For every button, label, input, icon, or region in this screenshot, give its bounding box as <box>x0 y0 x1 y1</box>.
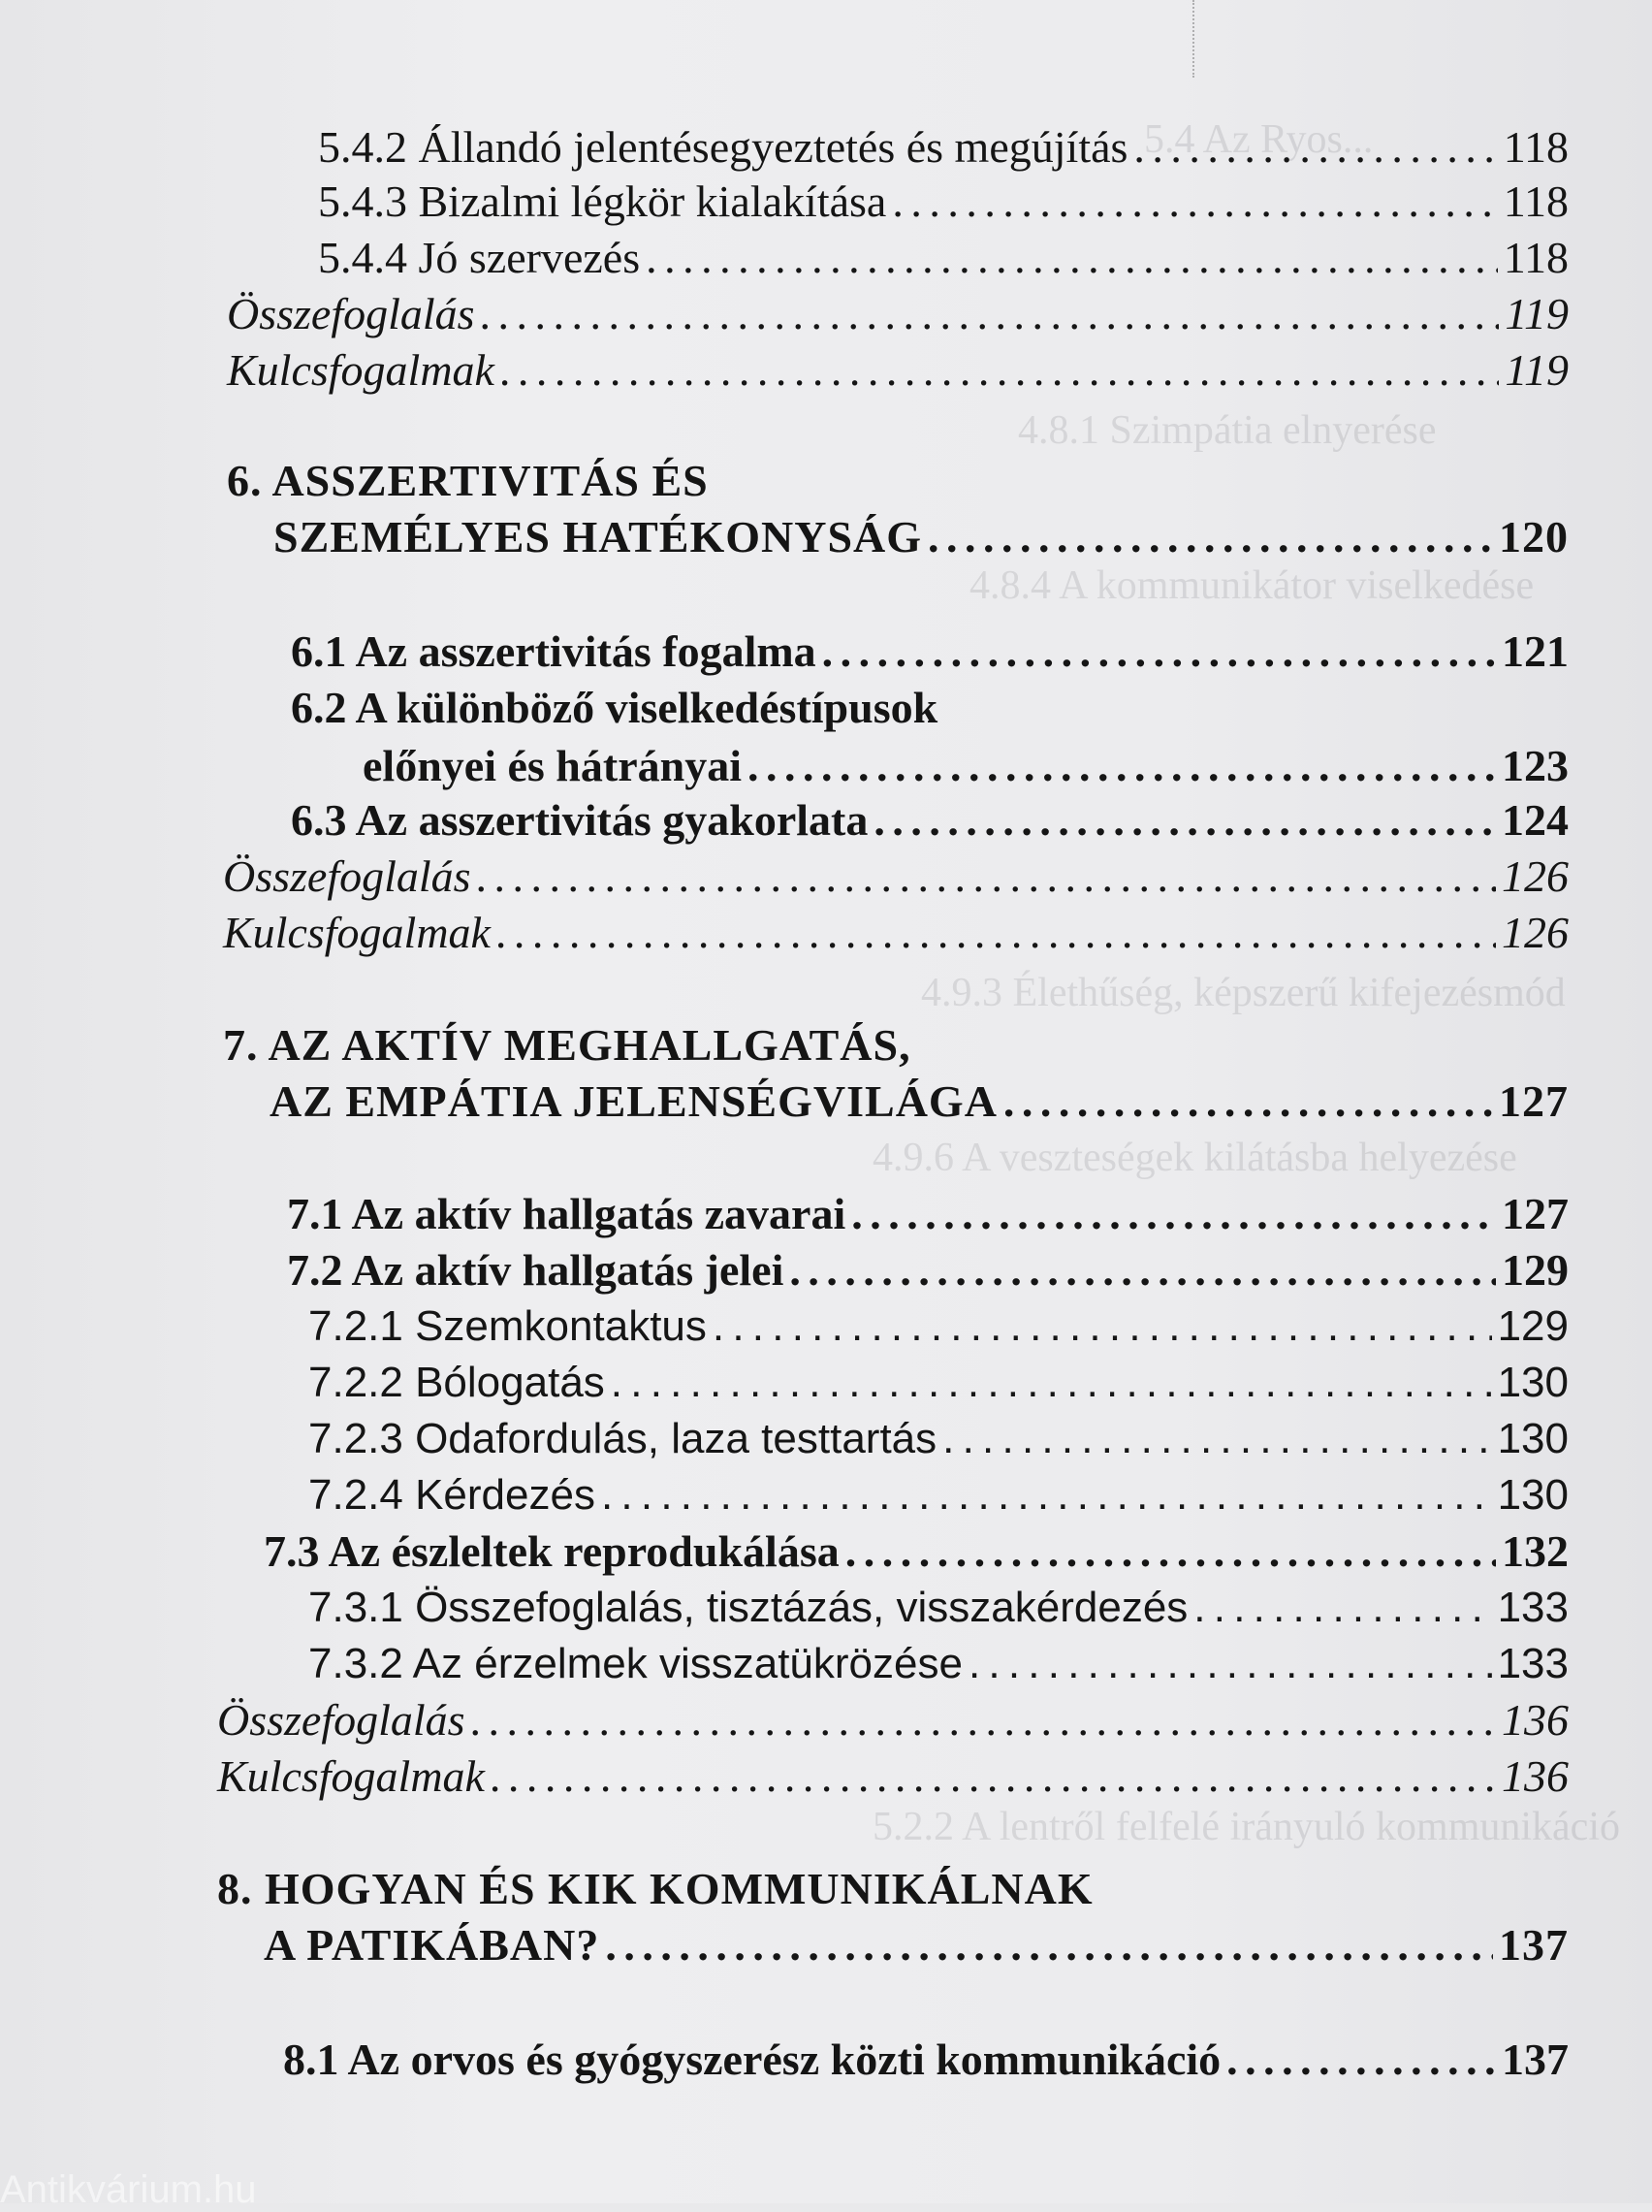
toc-entry-page: 127 <box>1499 1076 1569 1126</box>
toc-entry-page: 119 <box>1505 289 1569 338</box>
watermark: Antikvárium.hu <box>0 2168 257 2211</box>
toc-entry-page: 130 <box>1497 1415 1569 1462</box>
toc-entry-title: 6.3 Az asszertivitás gyakorlata <box>291 795 869 845</box>
toc-entry[interactable] <box>287 1243 1569 1298</box>
toc-entry-title: Kulcsfogalmak <box>227 345 494 395</box>
toc-entry[interactable] <box>287 1187 1569 1241</box>
dot-leader <box>928 510 1493 564</box>
toc-entry-title: 7.3.1 Összefoglalás, tisztázás, visszakérdezés <box>308 1584 1189 1631</box>
toc-entry-summary[interactable] <box>223 850 1569 904</box>
toc-entry-title: 7.3.2 Az érzelmek visszatükrözése <box>308 1640 963 1687</box>
toc-entry-page: 118 <box>1503 122 1569 172</box>
dot-leader <box>500 343 1499 398</box>
toc-entry[interactable] <box>264 1524 1569 1579</box>
toc-entry-page: 136 <box>1502 1695 1569 1745</box>
toc-entry-page: 137 <box>1499 1920 1569 1970</box>
toc-entry-summary[interactable] <box>217 1693 1569 1747</box>
dot-leader <box>969 1637 1492 1691</box>
toc-entry-page: 126 <box>1502 851 1569 901</box>
toc-entry-summary[interactable] <box>227 287 1569 341</box>
toc-entry-title: 7.2.4 Kérdezés <box>308 1471 595 1519</box>
toc-entry-title: 7.2.3 Odafordulás, laza testtartás <box>308 1415 937 1462</box>
dot-leader <box>646 231 1498 285</box>
toc-entry-title: 5.4.4 Jó szervezés <box>318 233 641 282</box>
dot-leader <box>1003 1074 1493 1129</box>
toc-entry-title: 8.1 Az orvos és gyógyszerész közti kommunikáció <box>283 2035 1222 2084</box>
dot-leader <box>942 1412 1491 1466</box>
dot-leader <box>851 1187 1496 1241</box>
toc-entry[interactable] <box>308 1468 1569 1523</box>
toc-entry-chapter[interactable] <box>264 1918 1569 1972</box>
toc-entry-title: 5.4.2 Állandó jelentésegyeztetés és megújítás <box>318 122 1128 172</box>
toc-entry-title: 5.4.3 Bizalmi légkör kialakítása <box>318 176 887 226</box>
dot-leader <box>892 175 1497 229</box>
toc-entry-keywords[interactable] <box>227 343 1569 398</box>
toc-entry-page: 130 <box>1497 1359 1569 1406</box>
dot-leader <box>713 1299 1492 1354</box>
dot-leader <box>822 625 1496 679</box>
dot-leader <box>481 287 1500 341</box>
dot-leader <box>605 1918 1493 1972</box>
toc-entry-page: 123 <box>1502 741 1569 790</box>
toc-entry-title: Összefoglalás <box>217 1695 465 1745</box>
dot-leader <box>1193 1581 1491 1635</box>
toc-entry[interactable] <box>308 1637 1569 1691</box>
toc-entry[interactable] <box>318 120 1569 175</box>
chapter-heading: 8. HOGYAN ÉS KIK KOMMUNIKÁLNAK <box>217 1864 1094 1913</box>
dot-leader <box>874 793 1496 848</box>
toc-entry[interactable] <box>308 1299 1569 1354</box>
dot-leader <box>491 1749 1496 1804</box>
dot-leader <box>845 1524 1496 1579</box>
dot-leader <box>477 850 1496 904</box>
toc-entry[interactable] <box>291 793 1569 848</box>
dot-leader <box>496 906 1496 960</box>
toc-entry-page: 130 <box>1497 1471 1569 1519</box>
toc-entry-title: 7.2.1 Szemkontaktus <box>308 1302 707 1350</box>
toc-entry-title: Kulcsfogalmak <box>223 908 491 957</box>
toc-entry-title: 7.1 Az aktív hallgatás zavarai <box>287 1189 846 1238</box>
toc-entry-page: 120 <box>1499 512 1569 561</box>
page-fold-mark <box>1192 0 1196 78</box>
chapter-heading: 7. AZ AKTÍV MEGHALLGATÁS, <box>223 1020 911 1070</box>
dot-leader <box>1226 2033 1496 2087</box>
toc-entry-page: 121 <box>1502 626 1569 676</box>
toc-entry-title: 6.1 Az asszertivitás fogalma <box>291 626 816 676</box>
toc-entry[interactable] <box>308 1356 1569 1410</box>
toc-entry-page: 137 <box>1502 2035 1569 2084</box>
toc-entry-page: 124 <box>1502 795 1569 845</box>
toc-entry[interactable] <box>363 739 1569 793</box>
toc-entry-title: 7.3 Az észleltek reprodukálása <box>264 1526 840 1576</box>
toc-entry[interactable] <box>291 625 1569 679</box>
toc-entry-title: SZEMÉLYES HATÉKONYSÁG <box>273 512 923 561</box>
toc-entry[interactable] <box>318 231 1569 285</box>
toc-entry-page: 126 <box>1502 908 1569 957</box>
toc-entry-title: 7.2.2 Bólogatás <box>308 1359 605 1406</box>
toc-entry-page: 133 <box>1497 1640 1569 1687</box>
toc-entry[interactable] <box>308 1581 1569 1635</box>
toc-entry-page: 129 <box>1502 1245 1569 1295</box>
book-page: 5.4 Az Ryos... 4.8.1 Szimpátia elnyerése 4.8.4 A kommunikátor viselkedése 4.9.3 Élethűség, képszerű kifejezésmód 4.9.6 A veszteségek kilátásba helyezése 5.2.2 A lentről felfelé irányuló kommunikáció 5.4.2 Állandó jelentésegyeztetés és megújítás . . . 118 5.4.3 Bizalmi légkör kialakítása . . . 118 5.4.4 Jó szervezés . . . 118 Összefoglalás . . . 119 Kulcsfogalmak . . . 119 6. ASSZERTIVITÁS ÉS SZEMÉLYES HATÉKONYSÁG . . . 120 6.1 Az asszertivitás fogalma . . . 121 6.2 A különböző viselkedéstípusok előnyei és hátrányai . . . 123 6.3 Az asszertivitás gyakorlata . . . 124 Összefoglalás . . . 126 Kulcsfogalmak . . . 126 7. AZ AKTÍV MEGHALLGATÁS, AZ EMPÁTIA JELENSÉGVILÁGA . . . 127 7.1 Az aktív hallgatás zavarai . . . 127 7.2 Az aktív hallgatás jelei . . . 129 7.2.1 Szemkontaktus . . . 129 7.2.2 Bólogatás . . . 130 7.2.3 Odafordulás, laza testtartás . . . 130 7.2.4 Kérdezés . . . 130 7.3 Az észleltek reprodukálása . . . 132 7.3.1 Összefoglalás, tisztázás, visszakérdezés . . . 133 7.3.2 Az érzelmek visszatükrözése . . . 133 Összefoglalás . . . 136 Kulcsfogalmak . . . 136 8. HOGYAN ÉS KIK KOMMUNIKÁLNAK A PATIKÁBAN? . . . 137 8.1 Az orvos és gyógyszerész közti kommunikáció . . . 137 Antikvárium.hu <box>0 0 1652 2203</box>
toc-entry-title: Összefoglalás <box>223 851 471 901</box>
toc-entry-title: előnyei és hátrányai <box>363 741 742 790</box>
toc-entry-keywords[interactable] <box>217 1749 1569 1804</box>
toc-entry-title: AZ EMPÁTIA JELENSÉGVILÁGA <box>270 1076 998 1126</box>
toc-entry-page: 118 <box>1503 176 1569 226</box>
toc-entry-title: Összefoglalás <box>227 289 475 338</box>
dot-leader <box>1133 120 1497 175</box>
toc-entry-page: 129 <box>1497 1302 1569 1350</box>
toc-entry-title: Kulcsfogalmak <box>217 1751 485 1801</box>
toc-entry-page: 127 <box>1502 1189 1569 1238</box>
toc-entry[interactable] <box>283 2033 1569 2087</box>
toc-entry-page: 118 <box>1503 233 1569 282</box>
dot-leader <box>789 1243 1496 1298</box>
toc-entry-keywords[interactable] <box>223 906 1569 960</box>
dot-leader <box>471 1693 1496 1747</box>
chapter-heading: 6. ASSZERTIVITÁS ÉS <box>227 456 709 505</box>
toc-entry-page: 119 <box>1505 345 1569 395</box>
toc-entry[interactable] <box>308 1412 1569 1466</box>
toc-entry-page: 133 <box>1497 1584 1569 1631</box>
toc-entry-title: A PATIKÁBAN? <box>264 1920 600 1970</box>
toc-entry[interactable] <box>318 175 1569 229</box>
toc-entry-page: 136 <box>1502 1751 1569 1801</box>
toc-entry-title: 7.2 Az aktív hallgatás jelei <box>287 1245 784 1295</box>
toc-entry-chapter[interactable] <box>270 1074 1569 1129</box>
toc-entry-page: 132 <box>1502 1526 1569 1576</box>
toc-entry-title-line1: 6.2 A különböző viselkedéstípusok <box>291 683 938 732</box>
dot-leader <box>601 1468 1492 1523</box>
dot-leader <box>747 739 1496 793</box>
dot-leader <box>611 1356 1492 1410</box>
toc-entry-chapter[interactable] <box>273 510 1569 564</box>
